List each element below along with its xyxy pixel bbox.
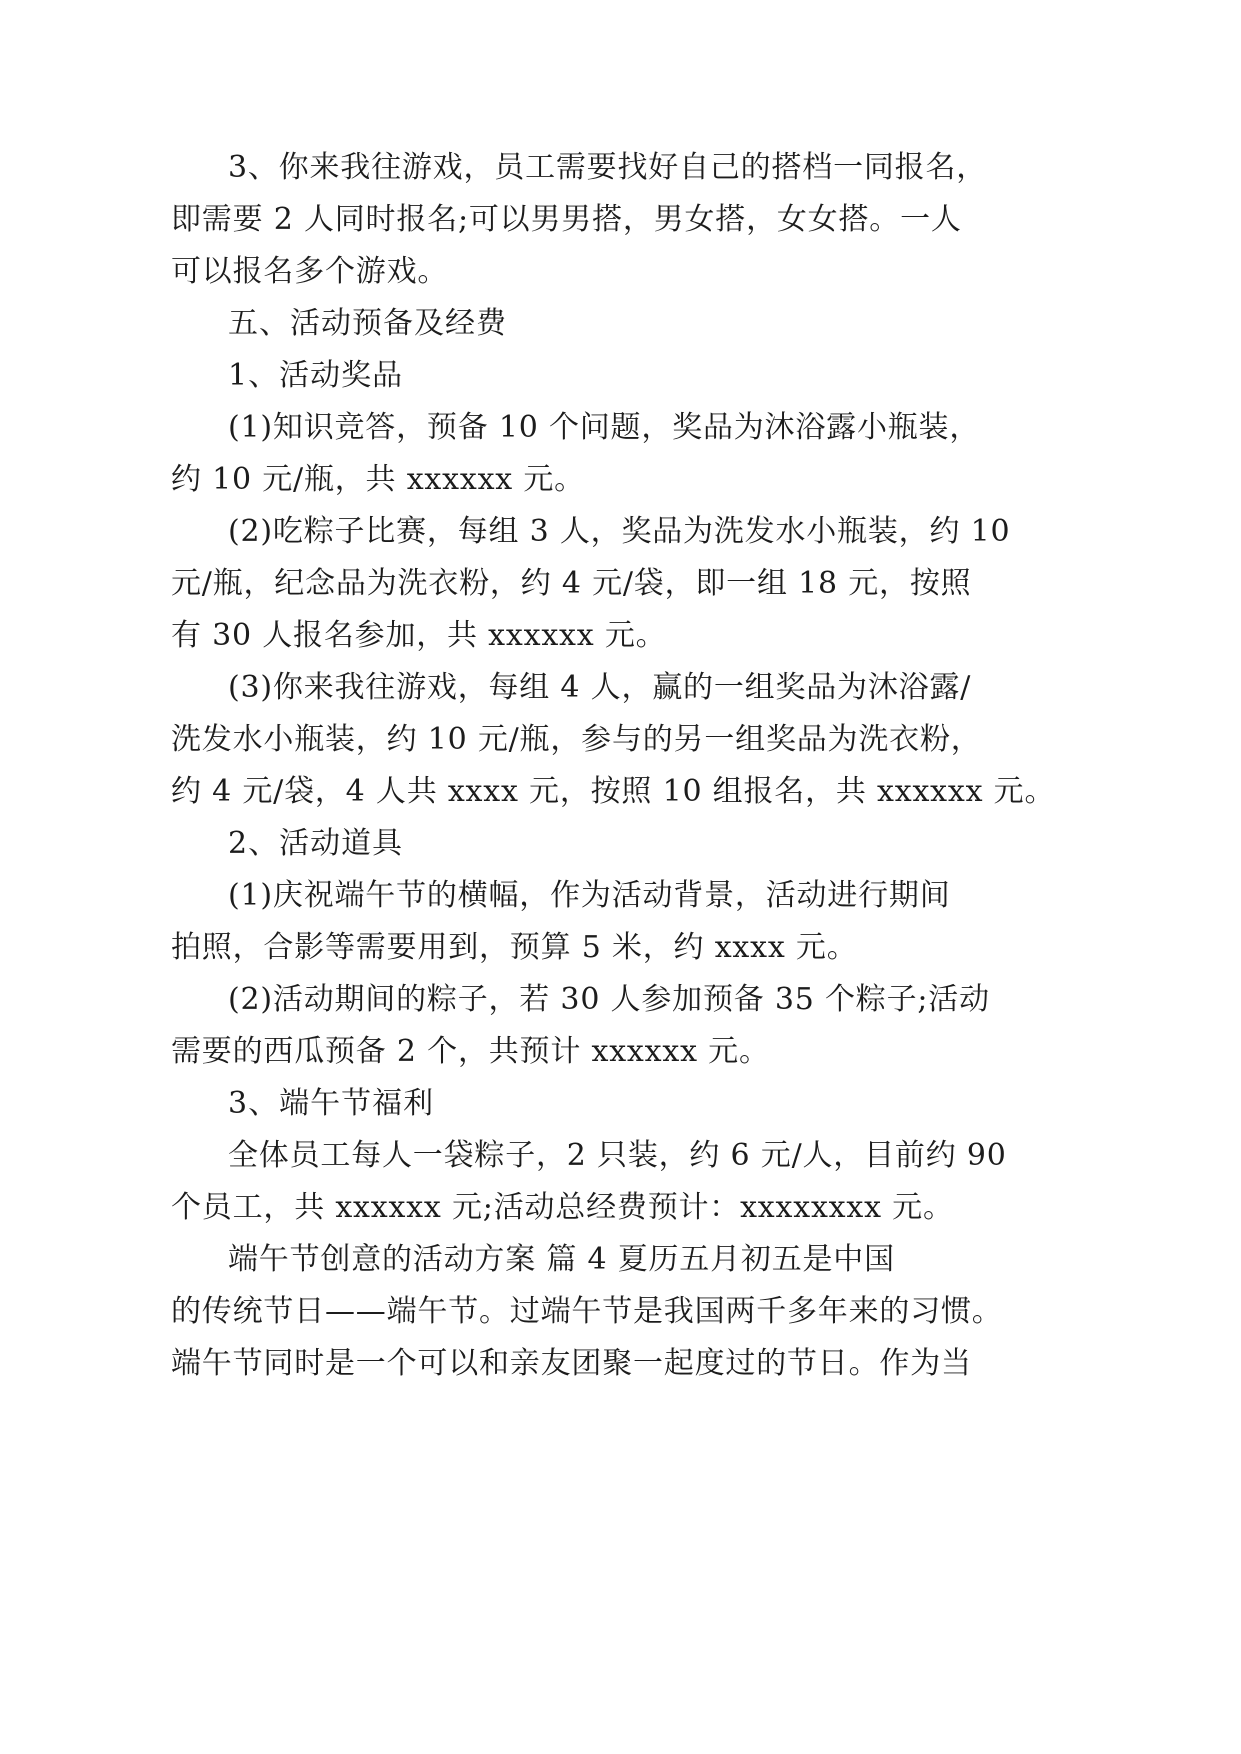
body-line-21: 个员工，共 xxxxxx 元;活动总经费预计：xxxxxxxx 元。 bbox=[171, 1190, 954, 1225]
body-line-7: 约 10 元/瓶，共 xxxxxx 元。 bbox=[171, 462, 585, 497]
body-line-16: 拍照，合影等需要用到，预算 5 米，约 xxxx 元。 bbox=[171, 930, 858, 965]
body-line-12: 洗发水小瓶装，约 10 元/瓶，参与的另一组奖品为洗衣粉， bbox=[171, 722, 982, 757]
body-line-22: 端午节创意的活动方案 篇 4 夏历五月初五是中国 bbox=[228, 1242, 895, 1277]
body-line-2: 即需要 2 人同时报名;可以男男搭，男女搭，女女搭。一人 bbox=[171, 202, 962, 237]
body-line-6: (1)知识竞答，预备 10 个问题，奖品为沐浴露小瓶装， bbox=[228, 410, 981, 445]
body-line-1: 3、你来我往游戏，员工需要找好自己的搭档一同报名， bbox=[228, 150, 988, 185]
subsection-heading-prizes: 1、活动奖品 bbox=[228, 358, 404, 393]
body-line-9: 元/瓶，纪念品为洗衣粉，约 4 元/袋，即一组 18 元，按照 bbox=[171, 566, 972, 601]
body-line-11: (3)你来我往游戏，每组 4 人，赢的一组奖品为沐浴露/ bbox=[228, 670, 972, 705]
body-line-8: (2)吃粽子比赛，每组 3 人，奖品为洗发水小瓶装，约 10 bbox=[228, 514, 1011, 549]
section-heading-5: 五、活动预备及经费 bbox=[228, 306, 507, 341]
body-line-24: 端午节同时是一个可以和亲友团聚一起度过的节日。作为当 bbox=[171, 1346, 972, 1381]
body-line-10: 有 30 人报名参加，共 xxxxxx 元。 bbox=[171, 618, 667, 653]
body-line-3: 可以报名多个游戏。 bbox=[171, 254, 449, 289]
subsection-heading-benefits: 3、端午节福利 bbox=[228, 1086, 435, 1121]
body-line-20: 全体员工每人一袋粽子，2 只装，约 6 元/人，目前约 90 bbox=[228, 1138, 1007, 1173]
body-line-13: 约 4 元/袋，4 人共 xxxx 元，按照 10 组报名，共 xxxxxx 元。 bbox=[171, 774, 1056, 809]
body-line-23: 的传统节日——端午节。过端午节是我国两千多年来的习惯。 bbox=[171, 1294, 1003, 1329]
body-line-17: (2)活动期间的粽子，若 30 人参加预备 35 个粽子;活动 bbox=[228, 982, 990, 1017]
body-line-18: 需要的西瓜预备 2 个，共预计 xxxxxx 元。 bbox=[171, 1034, 770, 1069]
subsection-heading-props: 2、活动道具 bbox=[228, 826, 404, 861]
body-line-15: (1)庆祝端午节的横幅，作为活动背景，活动进行期间 bbox=[228, 878, 951, 913]
